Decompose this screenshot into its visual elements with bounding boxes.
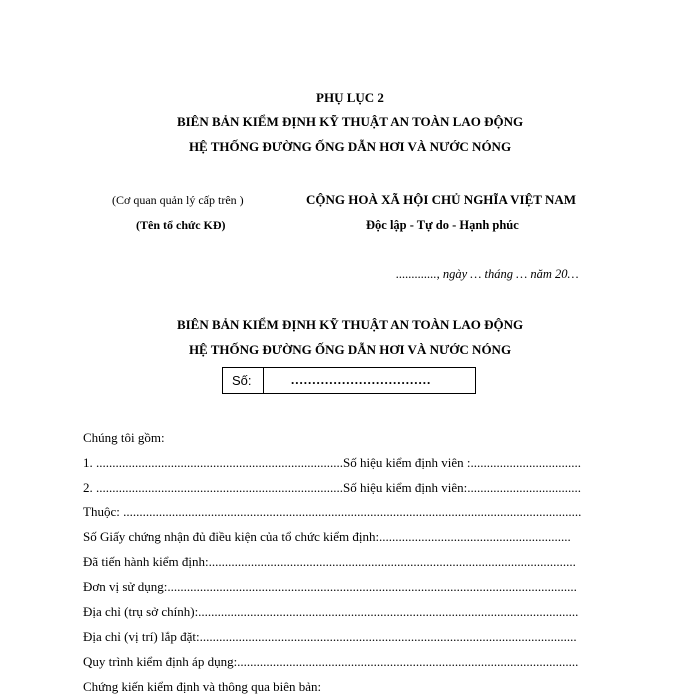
org-name-label: (Tên tổ chức KĐ): [136, 218, 226, 232]
installation-address-line: Địa chỉ (vị trí) lắp đặt:....................................................................................................................: [83, 629, 577, 644]
procedure-line: Quy trình kiểm định áp dụng:.........................................................................................................: [83, 654, 579, 669]
form-title-line2: HỆ THỐNG ĐƯỜNG ỐNG DẪN HƠI VÀ NƯỚC NÓNG: [188, 342, 512, 357]
user-unit-line: Đơn vị sử dụng:..............................................................................................................................: [83, 579, 577, 594]
country-name: CỘNG HOÀ XÃ HỘI CHỦ NGHĨA VIỆT NAM: [306, 192, 577, 207]
witness-line: Chứng kiến kiểm định và thông qua biên bản:: [83, 679, 322, 694]
document-number-box: [222, 367, 476, 394]
header-title-line1: BIÊN BẢN KIỂM ĐỊNH KỸ THUẬT AN TOÀN LAO ĐỘNG: [176, 114, 524, 129]
affiliation-line: Thuộc: .............................................................................................................................................: [83, 504, 582, 519]
inspector-1-line: 1. ............................................................................Số hiệu kiểm định viên :..................................: [83, 455, 581, 470]
headquarters-address-line: Địa chỉ (trụ sở chính):.....................................................................................................................: [83, 604, 579, 619]
motto: Độc lập - Tự do - Hạnh phúc: [366, 218, 519, 232]
document-number-value: .................................: [291, 372, 432, 387]
header-title-line2: HỆ THỐNG ĐƯỜNG ỐNG DẪN HƠI VÀ NƯỚC NÓNG: [188, 139, 512, 154]
inspector-2-line: 2. ............................................................................Số hiệu kiểm định viên:...................................: [83, 480, 581, 495]
authority-label: (Cơ quan quản lý cấp trên ): [112, 193, 244, 207]
appendix-label: PHỤ LỤC 2: [316, 90, 384, 105]
certificate-line: Số Giấy chứng nhận đủ điều kiện của tổ chức kiểm định:...........................................................: [83, 529, 571, 544]
members-intro: Chúng tôi gồm:: [83, 430, 165, 445]
document-number-label: Số:: [232, 373, 252, 388]
document-number-divider: [263, 368, 264, 393]
inspected-line: Đã tiến hành kiểm định:.................................................................................................................: [83, 554, 576, 569]
form-title-line1: BIÊN BẢN KIỂM ĐỊNH KỸ THUẬT AN TOÀN LAO ĐỘNG: [176, 317, 524, 332]
date-line: ............., ngày … tháng … năm 20…: [396, 267, 579, 281]
